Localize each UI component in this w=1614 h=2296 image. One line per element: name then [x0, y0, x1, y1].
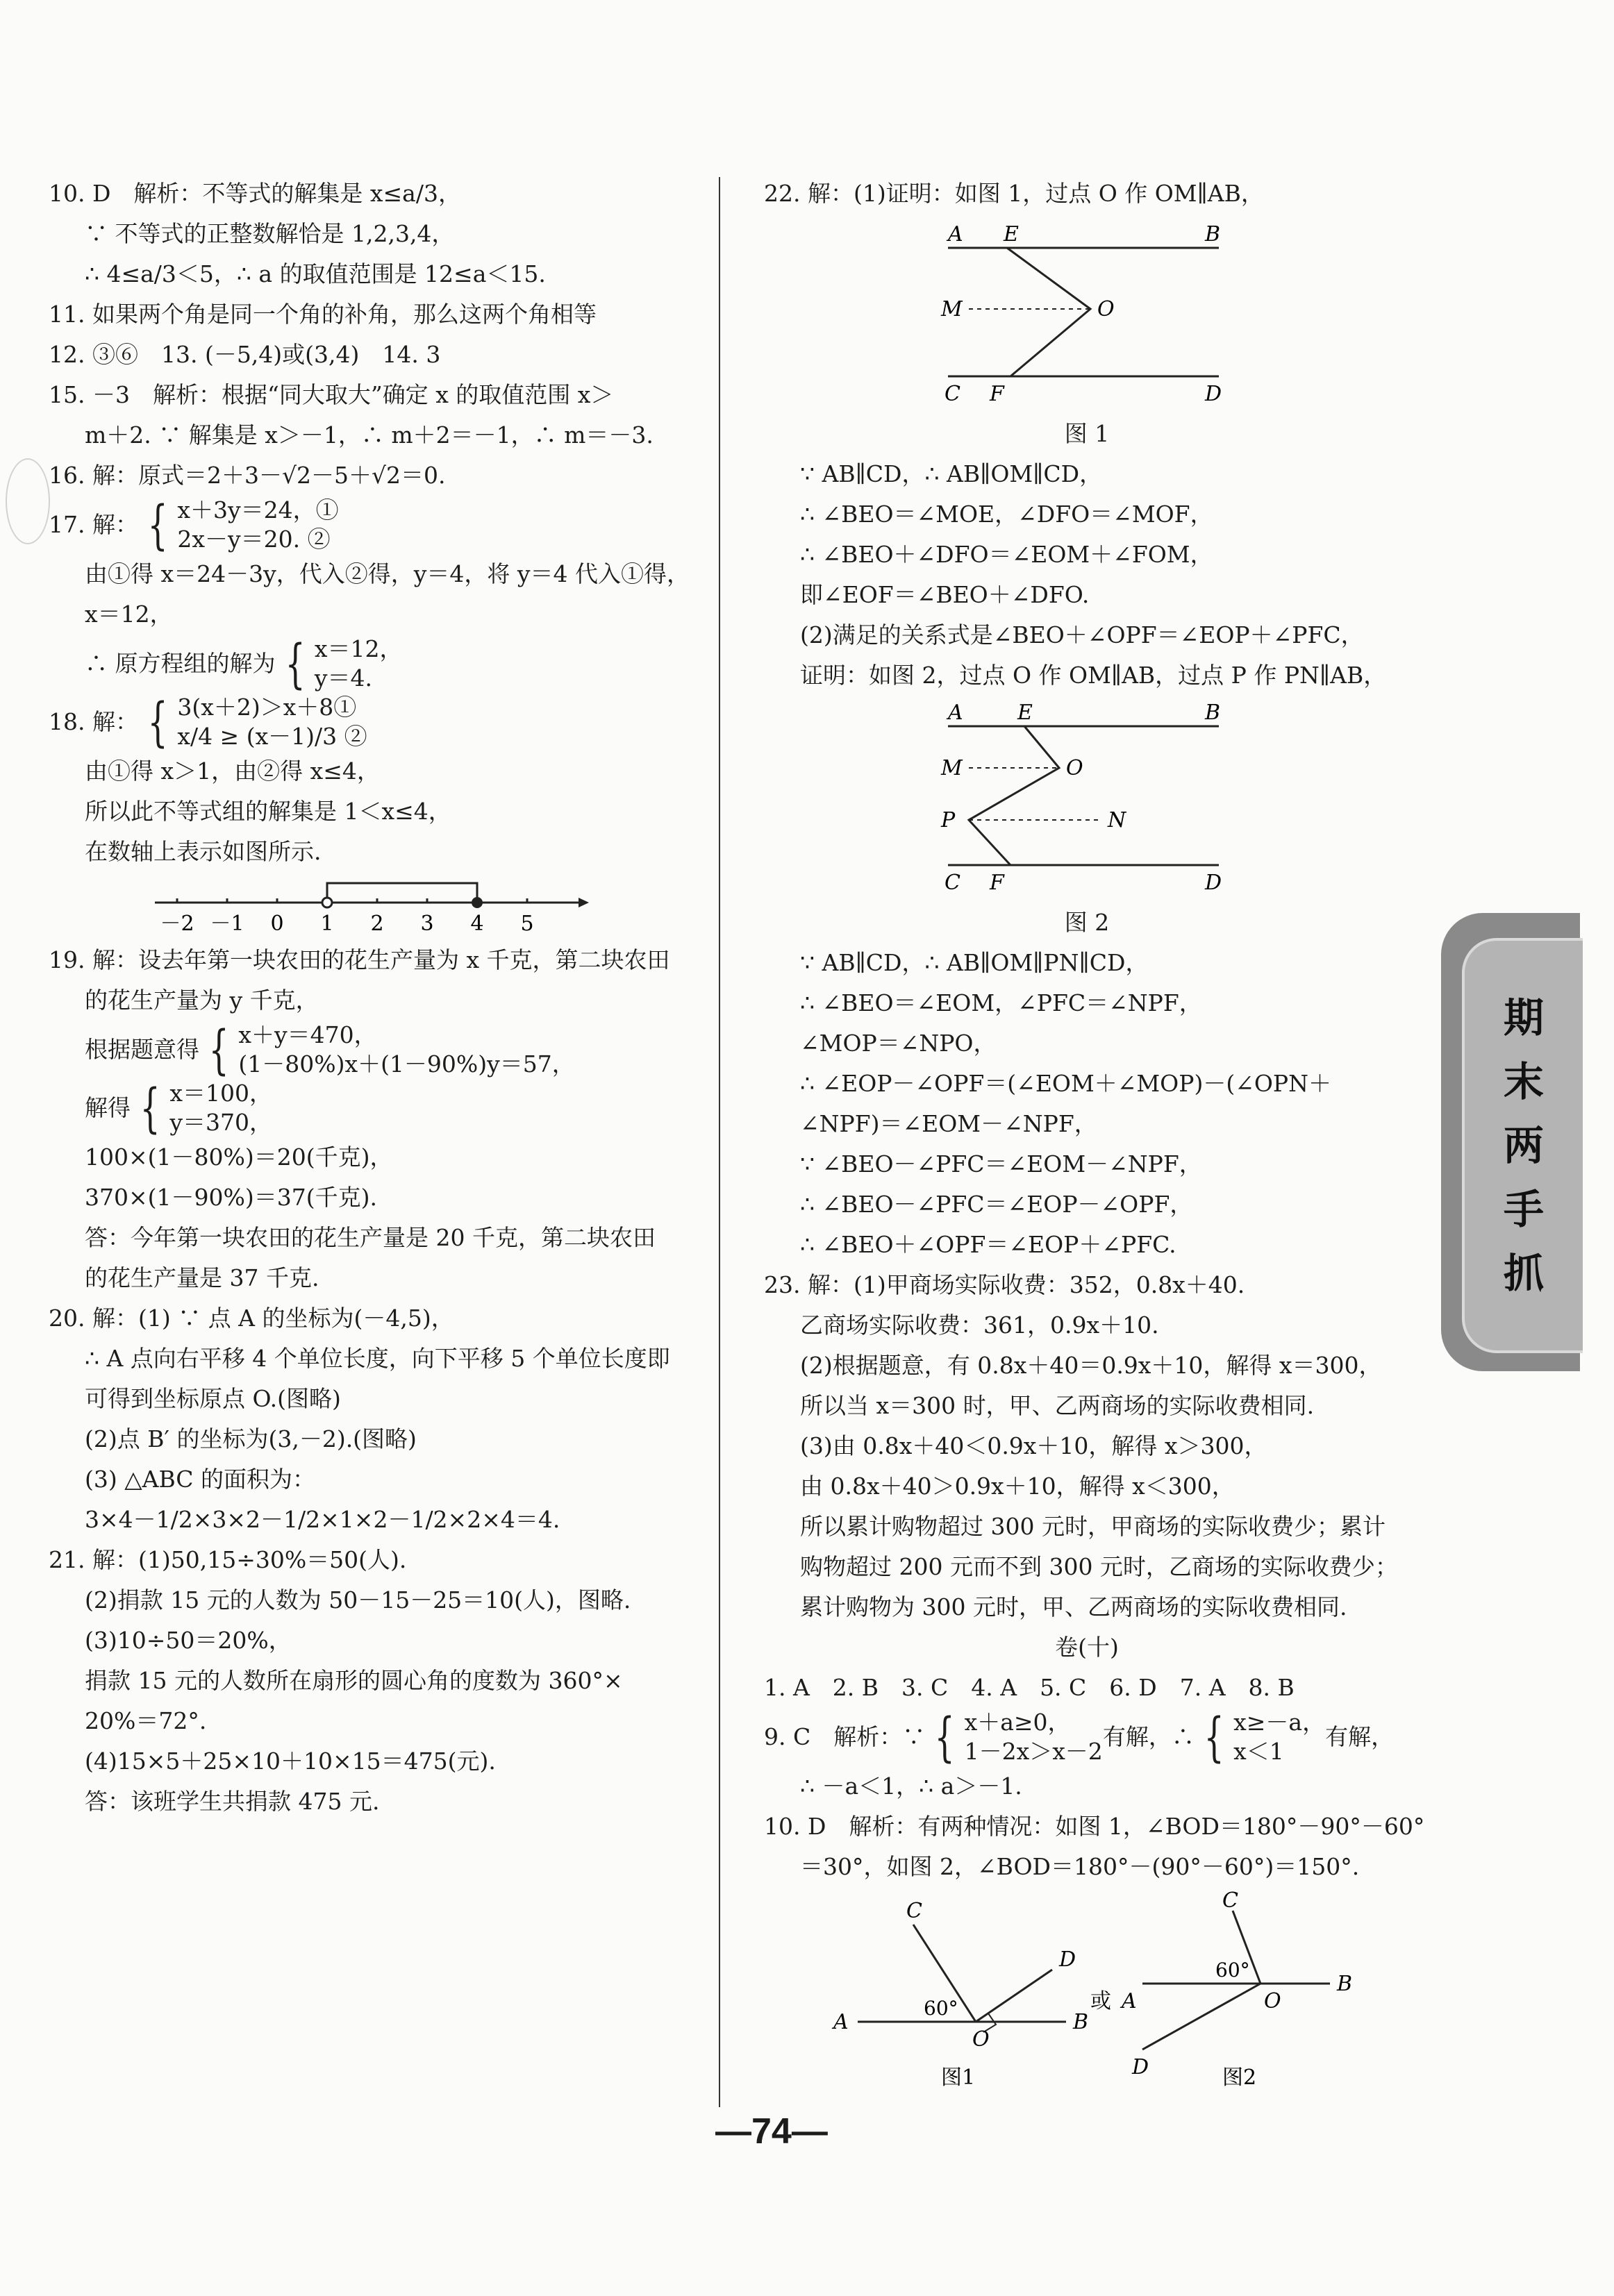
open-point: [322, 898, 332, 907]
or-text: 或: [1090, 1989, 1111, 2013]
label-b: B: [1205, 701, 1221, 725]
figure-caption: 图1: [941, 2065, 976, 2090]
equation: x＋3y＝24，①: [177, 496, 339, 523]
label-b: B: [1073, 2010, 1089, 2034]
text-line: ∵ ∠BEO－∠PFC＝∠EOM－∠NPF，: [800, 1150, 1202, 1178]
label-f: F: [990, 871, 1004, 895]
closed-point: [472, 897, 483, 908]
page-number: —74—: [715, 2111, 828, 2152]
label-f: F: [990, 382, 1004, 406]
side-tab-char: 抓: [1503, 1250, 1544, 1297]
q9-line: [764, 1708, 1410, 1766]
figure-2-caption: 图 2: [1064, 909, 1110, 936]
q12-14-line: 12. ③⑥ 13. (－5,4)或(3,4) 14. 3: [49, 341, 441, 368]
equation: x＝100，: [169, 1080, 272, 1107]
text-line: ∴ ∠EOP－∠OPF＝(∠EOM＋∠MOP)－(∠OPN＋: [800, 1070, 1331, 1097]
tick-label: 3: [419, 912, 434, 936]
inequality: x≥－a，: [1233, 1709, 1326, 1736]
tick-label: 1: [319, 912, 334, 936]
text-line: 100×(1－80%)＝20(千克)，: [85, 1143, 393, 1171]
equation: y＝4.: [314, 664, 372, 692]
q20-line: 20. 解：(1) ∵ 点 A 的坐标为(－4,5)，: [49, 1305, 454, 1332]
number-line-figure: [141, 875, 599, 937]
text-line: 购物超过 200 元而不到 300 元时，乙商场的实际收费少；: [800, 1553, 1398, 1580]
q10-line: 10. D 解析：不等式的解集是 x≤a/3，: [49, 180, 461, 207]
equation: 3(x＋2)＞x＋8①: [177, 694, 357, 721]
text-line: (2)满足的关系式是∠BEO＋∠OPF＝∠EOP＋∠PFC，: [800, 621, 1364, 648]
figure-2: [927, 698, 1247, 900]
text-line: ∵ AB∥CD，∴ AB∥OM∥CD，: [800, 460, 1103, 487]
equation-rows: [169, 1079, 272, 1137]
label-a: A: [833, 2010, 849, 2034]
equation-rows: [315, 635, 403, 693]
broken-line: [1007, 248, 1090, 376]
axis-arrow: [579, 898, 589, 907]
side-tab-inner: [1462, 938, 1583, 1353]
angle-label: 60°: [1215, 1959, 1250, 1981]
text-line: (3)由 0.8x＋40＜0.9x＋10，解得 x＞300，: [800, 1432, 1267, 1459]
label-o: O: [1066, 756, 1083, 780]
side-tab-char: 手: [1503, 1186, 1544, 1233]
q23-line: 23. 解：(1)甲商场实际收费：352，0.8x＋40.: [764, 1271, 1245, 1298]
ray-od: [1142, 1984, 1261, 2050]
label-d: D: [1205, 871, 1222, 895]
text-line: 由 0.8x＋40＞0.9x＋10，解得 x＜300，: [800, 1473, 1235, 1500]
label-o: O: [1097, 297, 1115, 321]
q21-line: 21. 解：(1)50,15÷30%＝50(人).: [49, 1546, 407, 1573]
angle-figure-2: [1120, 1890, 1352, 2090]
label-a: A: [948, 222, 963, 246]
text-line: (3)10÷50＝20%，: [85, 1627, 292, 1654]
text-line: 所以累计购物超过 300 元时，甲商场的实际收费少；累计: [800, 1513, 1386, 1540]
angle-figures: [816, 1890, 1358, 2091]
text-line: ∴ ∠BEO－∠PFC＝∠EOP－∠OPF，: [800, 1191, 1193, 1218]
text-line: ∴ 4≤a/3＜5，∴ a 的取值范围是 12≤a＜15.: [85, 260, 546, 287]
text-line: 乙商场实际收费：361，0.9x＋10.: [800, 1312, 1159, 1339]
tick-label: 0: [269, 912, 284, 936]
text-line: ∴ －a＜1，∴ a＞－1.: [800, 1773, 1022, 1800]
text-line: 累计购物为 300 元时，甲、乙两商场的实际收费相同.: [800, 1593, 1347, 1620]
equation: (1－80%)x＋(1－90%)y＝57，: [238, 1050, 575, 1078]
text-line: 370×(1－90%)＝37(千克).: [85, 1184, 377, 1211]
brace: {: [147, 494, 168, 555]
text-line: ∠NPF)＝∠EOM－∠NPF，: [800, 1110, 1097, 1137]
text-line: 所以此不等式组的解集是 1＜x≤4，: [85, 798, 451, 825]
brace: {: [208, 1019, 229, 1080]
text-line: 所以当 x＝300 时，甲、乙两商场的实际收费相同.: [800, 1392, 1315, 1419]
text-line: ∵ 不等式的正整数解恰是 1,2,3,4，: [85, 220, 455, 247]
answers-1-8: 1. A 2. B 3. C 4. A 5. C 6. D 7. A 8. B: [764, 1674, 1295, 1701]
q18-label: 18. 解：: [49, 708, 138, 735]
label-a: A: [948, 701, 963, 725]
label-c: C: [1222, 1890, 1238, 1913]
label-n: N: [1108, 808, 1126, 832]
ray-od: [976, 1970, 1052, 2022]
q19-solution: [49, 1079, 691, 1137]
angle-label: 60°: [924, 1997, 958, 2020]
label-m: M: [941, 297, 963, 321]
tick-label: －2: [159, 912, 194, 936]
text-line: ∴ ∠BEO＝∠MOE，∠DFO＝∠MOF，: [800, 501, 1213, 528]
inequality: x＋a≥0，: [964, 1709, 1071, 1736]
q15-line: 15. －3 解析：根据“同大取大”确定 x 的取值范围 x＞: [49, 381, 614, 408]
text-line: ＝30°，如图 2，∠BOD＝180°－(90°－60°)＝150°.: [800, 1853, 1360, 1880]
tick-label: －1: [209, 912, 244, 936]
text-line: (4)15×5＋25×10＋10×15＝475(元).: [85, 1748, 496, 1775]
text-line: x＝12，: [85, 601, 173, 628]
inequality: x＜1: [1233, 1738, 1284, 1765]
equation: x/4 ≥ (x－1)/3 ②: [177, 723, 367, 750]
text: 9. C 解析：∵: [764, 1723, 926, 1750]
figure-caption: 图2: [1222, 2065, 1257, 2090]
q16-line: 16. 解：原式＝2＋3－√2－5＋√2＝0.: [49, 462, 446, 489]
right-column: [764, 174, 1425, 2094]
broken-line: [969, 726, 1059, 865]
text-line: (2)点 B′ 的坐标为(3,－2).(图略): [85, 1425, 417, 1452]
q10-line: 10. D 解析：有两种情况：如图 1，∠BOD＝180°－90°－60°: [764, 1813, 1425, 1840]
inequality-rows: [1233, 1708, 1325, 1766]
text-line: ∠MOP＝∠NPO，: [800, 1030, 997, 1057]
label-c: C: [945, 382, 960, 406]
text-line: ∴ ∠BEO＝∠EOM，∠PFC＝∠NPF，: [800, 989, 1202, 1016]
q19-system: [49, 1021, 691, 1079]
side-tab-char: 末: [1503, 1058, 1544, 1105]
side-tab: [1441, 913, 1580, 1371]
left-column: [49, 174, 691, 1822]
section-heading: 卷(十): [1055, 1634, 1119, 1661]
text: 根据题意得: [85, 1036, 199, 1063]
text-line: 答：该班学生共捐款 475 元.: [85, 1788, 380, 1815]
side-tab-char: 两: [1503, 1122, 1544, 1169]
text-line: (2)捐款 15 元的人数为 50－15－25＝10(人)，图略.: [85, 1586, 631, 1614]
q11-line: 11. 如果两个角是同一个角的补角，那么这两个角相等: [49, 301, 597, 328]
faded-stamp: [6, 458, 50, 544]
label-b: B: [1205, 222, 1221, 246]
label-e: E: [1004, 222, 1019, 246]
q17-label: 17. 解：: [49, 511, 138, 538]
text-line: 由①得 x＞1，由②得 x≤4，: [85, 757, 380, 785]
text: 有解，: [1325, 1723, 1395, 1750]
equation: x＝12，: [314, 635, 403, 662]
text-line: 的花生产量是 37 千克.: [85, 1264, 319, 1291]
angle-figure-1: [831, 1899, 1088, 2090]
label-m: M: [941, 756, 963, 780]
q17-solution: [49, 632, 691, 694]
text-line: 即∠EOF＝∠BEO＋∠DFO.: [800, 581, 1090, 608]
text-line: 3×4－1/2×3×2－1/2×1×2－1/2×2×4＝4.: [85, 1506, 560, 1533]
text: 有解，∴: [1102, 1723, 1195, 1750]
figure-1: [927, 217, 1247, 411]
text-line: (2)根据题意，有 0.8x＋40＝0.9x＋10，解得 x＝300，: [800, 1352, 1382, 1379]
brace: {: [140, 1077, 160, 1139]
text-line: m＋2. ∵ 解集是 x＞－1，∴ m＋2＝－1，∴ m＝－3.: [85, 421, 654, 449]
text-line: 20%＝72°.: [85, 1707, 207, 1734]
brace: {: [147, 691, 168, 753]
text-line: ∴ ∠BEO＋∠DFO＝∠EOM＋∠FOM，: [800, 541, 1213, 568]
label-o: O: [972, 2027, 990, 2052]
brace: {: [934, 1706, 955, 1768]
label-o: O: [1264, 1989, 1281, 2013]
equation-rows: [238, 1021, 574, 1079]
text: 解得: [85, 1094, 131, 1121]
text-line: 由①得 x＝24－3y，代入②得，y＝4，将 y＝4 代入①得，: [85, 560, 690, 587]
text-line: ∵ AB∥CD，∴ AB∥OM∥PN∥CD，: [800, 949, 1149, 976]
text-line: ∴ ∠BEO＋∠OPF＝∠EOP＋∠PFC.: [800, 1231, 1176, 1258]
equation: y＝370，: [169, 1109, 272, 1136]
tick-label: 4: [469, 912, 484, 936]
text-line: (3) △ABC 的面积为：: [85, 1466, 316, 1493]
column-divider: [719, 177, 720, 2107]
text: ∴ 原方程组的解为: [85, 650, 276, 677]
label-d: D: [1132, 2055, 1149, 2079]
equation-rows: [177, 496, 338, 554]
text-line: 可得到坐标原点 O.(图略): [85, 1385, 341, 1412]
label-d: D: [1205, 382, 1222, 406]
label-c: C: [945, 871, 960, 895]
brace: {: [285, 632, 306, 694]
figure-1-caption: 图 1: [1064, 420, 1110, 447]
label-e: E: [1017, 701, 1033, 725]
inequality: 1－2x＞x－2: [964, 1738, 1103, 1765]
text-line: 在数轴上表示如图所示.: [85, 838, 322, 865]
tick-label: 5: [519, 912, 534, 936]
q17-system: [49, 496, 691, 554]
label-c: C: [906, 1899, 922, 1923]
tick-label: 2: [369, 912, 384, 936]
q19-line: 19. 解：设去年第一块农田的花生产量为 x 千克，第二块农田: [49, 946, 670, 973]
text-line: 证明：如图 2，过点 O 作 OM∥AB，过点 P 作 PN∥AB，: [800, 662, 1387, 689]
equation: 2x－y＝20. ②: [177, 526, 331, 553]
equation-rows: [177, 693, 367, 751]
side-tab-char: 期: [1503, 994, 1544, 1041]
text-line: ∴ A 点向右平移 4 个单位长度，向下平移 5 个单位长度即: [85, 1345, 670, 1372]
label-a: A: [1122, 1989, 1137, 2013]
q18-system: [49, 693, 691, 751]
text-line: 捐款 15 元的人数所在扇形的圆心角的度数为 360°×: [85, 1667, 623, 1694]
solution-range: [327, 883, 477, 903]
brace: {: [1204, 1706, 1224, 1768]
inequality-rows: [965, 1708, 1103, 1766]
text-line: 答：今年第一块农田的花生产量是 20 千克，第二块农田: [85, 1224, 656, 1251]
label-p: P: [941, 808, 956, 832]
equation: x＋y＝470，: [238, 1021, 377, 1048]
q22-line: 22. 解：(1)证明：如图 1，过点 O 作 OM∥AB，: [764, 180, 1264, 207]
label-b: B: [1337, 1972, 1353, 1996]
label-d: D: [1059, 1947, 1076, 1972]
text-line: 的花生产量为 y 千克，: [85, 987, 319, 1014]
